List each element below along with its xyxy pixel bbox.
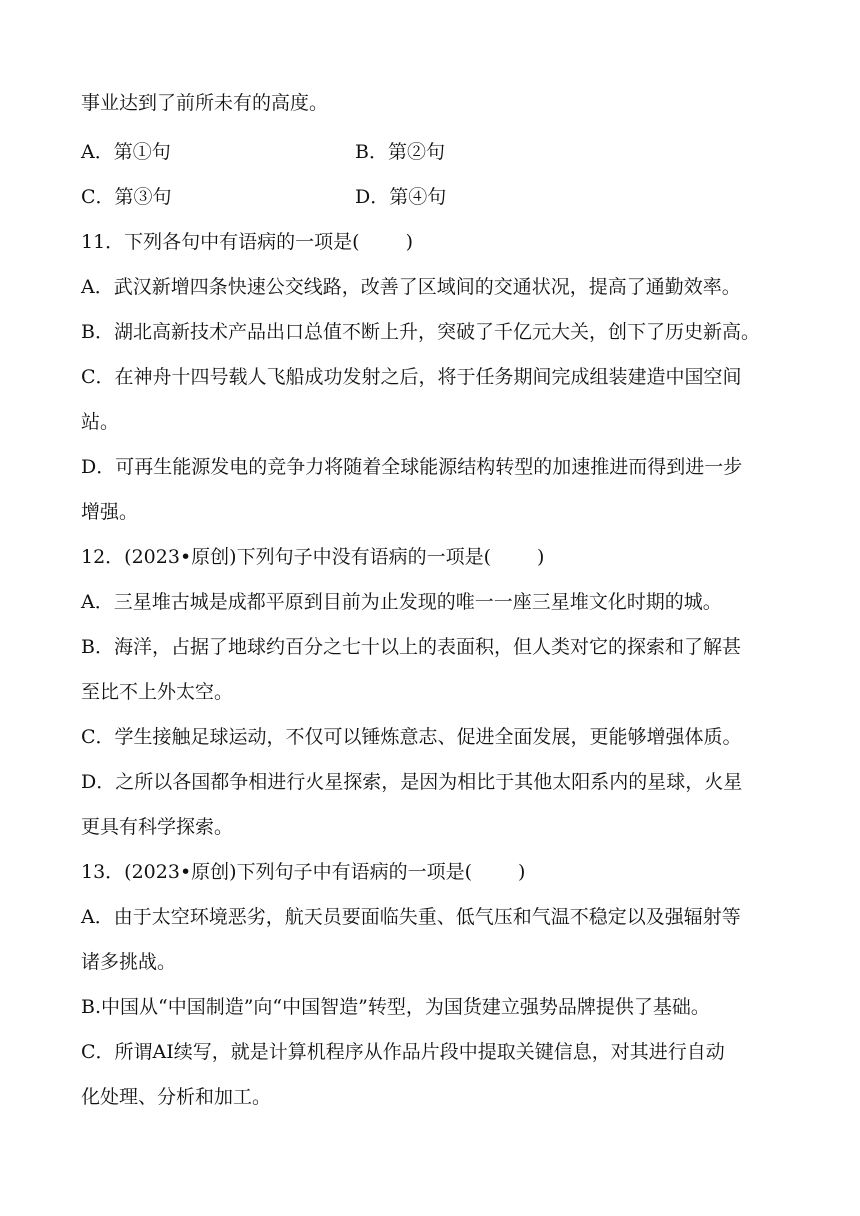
q13-option-a-line1: A．由于太空环境恶劣，航天员要面临失重、低气压和气温不稳定以及强辐射等: [81, 906, 741, 928]
q11-option-d-line2: 增强。: [81, 501, 139, 523]
q11-stem: [81, 228, 413, 256]
q11-option-b: B．湖北高新技术产品出口总值不断上升，突破了千亿元大关，创下了历史新高。: [81, 321, 760, 343]
q12-option-d-line1: D．之所以各国都争相进行火星探索，是因为相比于其他太阳系内的星球，火星: [81, 771, 743, 793]
q12-option-b-line1: B．海洋，占据了地球约百分之七十以上的表面积，但人类对它的探索和了解甚: [81, 636, 741, 658]
q12-stem: [81, 543, 544, 571]
q11-option-c-line1: C．在神舟十四号载人飞船成功发射之后，将于任务期间完成组装建造中国空间: [81, 366, 742, 388]
q10-text-tail: 事业达到了前所未有的高度。: [81, 92, 329, 114]
q10-option-a: A．第①句: [81, 141, 171, 163]
q10-option-c: C．第③句: [81, 186, 172, 208]
q12-stem-close: ): [536, 546, 545, 568]
q12-stem-text: 12．(2023•原创)下列句子中没有语病的一项是(: [81, 546, 491, 568]
q13-stem-text: 13．(2023•原创)下列句子中有语病的一项是(: [81, 861, 472, 883]
q11-stem-close: ): [405, 231, 414, 253]
q10-option-b: B．第②句: [355, 141, 445, 163]
q11-option-c-line2: 站。: [81, 411, 120, 433]
q12-option-a: A．三星堆古城是成都平原到目前为止发现的唯一一座三星堆文化时期的城。: [81, 591, 722, 613]
q13-option-b: B.中国从“中国制造”向“中国智造”转型，为国货建立强势品牌提供了基础。: [81, 996, 710, 1018]
q13-stem: [81, 858, 525, 886]
q11-stem-text: 11．下列各句中有语病的一项是(: [81, 231, 360, 253]
q11-option-a: A．武汉新增四条快速公交线路，改善了区域间的交通状况，提高了通勤效率。: [81, 276, 741, 298]
q12-option-c: C．学生接触足球运动，不仅可以锤炼意志、促进全面发展，更能够增强体质。: [81, 726, 742, 748]
q12-option-b-line2: 至比不上外太空。: [81, 681, 234, 703]
q13-stem-close: ): [517, 861, 526, 883]
q13-option-a-line2: 诸多挑战。: [81, 951, 177, 973]
q11-option-d-line1: D．可再生能源发电的竞争力将随着全球能源结构转型的加速推进而得到进一步: [81, 456, 743, 478]
q12-option-d-line2: 更具有科学探索。: [81, 816, 234, 838]
q10-option-d: D．第④句: [355, 186, 447, 208]
q13-option-c-line1: C．所谓AI续写，就是计算机程序从作品片段中提取关键信息，对其进行自动: [81, 1041, 725, 1063]
q13-option-c-line2: 化处理、分析和加工。: [81, 1086, 272, 1108]
